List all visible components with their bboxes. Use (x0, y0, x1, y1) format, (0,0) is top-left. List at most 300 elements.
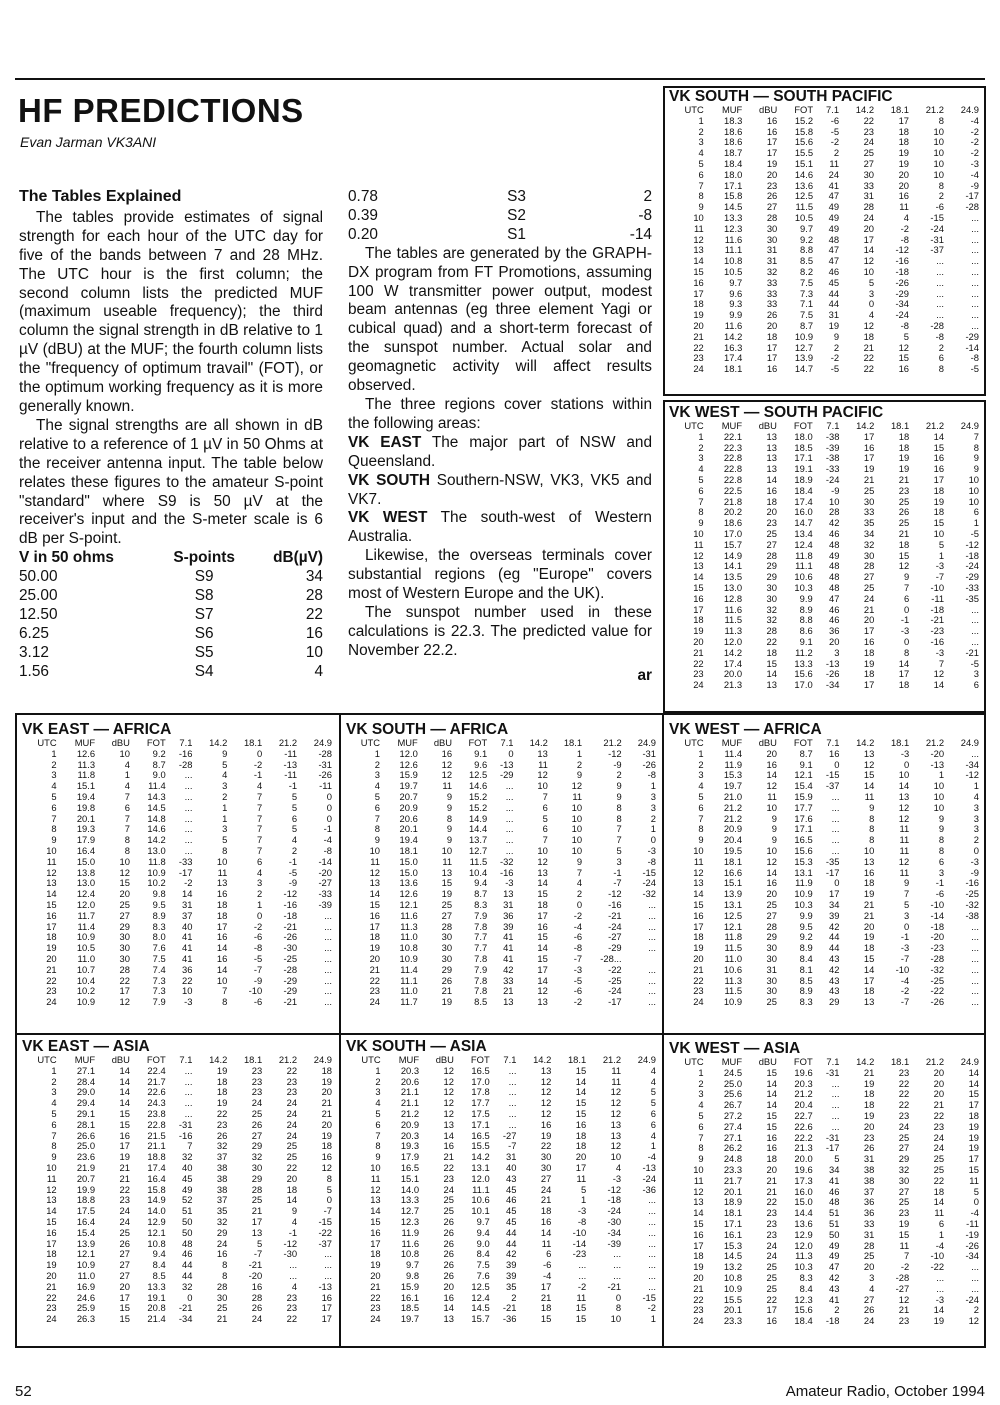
table-cell: 23.6 (76, 1151, 96, 1163)
table-cell: 15 (968, 1163, 979, 1175)
table-cell: 45 (506, 1205, 517, 1217)
table-cell: 12 (766, 855, 777, 867)
table-cell: 9.5 (152, 898, 166, 910)
column-header: 24.9 (960, 737, 979, 748)
table-cell: 7.8 (474, 985, 488, 997)
table-row (669, 278, 981, 289)
table-cell: 23 (766, 517, 777, 529)
table-cell: 14.6 (794, 168, 814, 180)
table-row (22, 749, 334, 760)
table-cell: 1 (51, 747, 57, 759)
table-cell: 8 (222, 1259, 228, 1271)
table-cell: 14 (863, 780, 875, 792)
table-cell: 23 (693, 668, 704, 680)
table-cell: 14 (863, 244, 875, 256)
table-cell: 4 (124, 758, 130, 770)
table-cell: 46 (506, 1194, 517, 1206)
table-cell: 14 (537, 877, 548, 889)
table-cell: ... (324, 909, 332, 921)
table-cell: 12 (610, 1140, 622, 1152)
table-cell: 14 (216, 942, 228, 954)
table-cell: 14.5 (147, 801, 166, 813)
table-cell: 24 (286, 1129, 298, 1141)
table-cell: 13 (766, 463, 777, 475)
table-cell: 21 (898, 527, 910, 539)
table-cell: 26 (766, 309, 778, 321)
spoint-volts: 0.39 (348, 206, 378, 224)
table-cell: ... (971, 1261, 979, 1273)
table-cell: 21 (46, 1280, 57, 1292)
table-row (669, 1068, 981, 1079)
table-cell: -4 (647, 1151, 656, 1163)
table-cell: 18 (968, 1109, 979, 1121)
table-cell: 33 (863, 179, 875, 191)
spoint-header-volts: V in 50 ohms (19, 549, 114, 567)
table-cell: -29 (499, 769, 514, 781)
table-cell: 11.3 (400, 920, 418, 932)
table-cell: 16 (443, 1140, 454, 1152)
table-cell: 8.4 (799, 1282, 813, 1294)
table-cell: ... (971, 963, 979, 975)
table-cell: -8 (647, 855, 656, 867)
table-cell: 16.4 (76, 1215, 96, 1227)
table-cell: 3 (650, 790, 656, 802)
table-cell: 10.6 (723, 963, 743, 975)
table-cell: 11.6 (400, 909, 418, 921)
table-cell: ... (936, 1271, 945, 1283)
table-cell: 5 (650, 1086, 656, 1098)
table-cell: 23 (898, 1315, 910, 1327)
table-cell: -24 (895, 309, 909, 321)
table-cell: 10.3 (794, 1261, 813, 1273)
table-cell: 10 (933, 527, 945, 539)
table-cell: 10.9 (794, 330, 814, 342)
table-cell: 1 (938, 769, 945, 781)
table-cell: 48 (829, 560, 840, 572)
table-cell: 9 (576, 855, 583, 867)
table-row (22, 1174, 334, 1185)
table-cell: 11.5 (724, 942, 743, 954)
table-cell: 2 (257, 888, 263, 900)
table-cell: 8 (616, 812, 622, 824)
table-cell: 15 (119, 1313, 130, 1325)
table-cell: 28 (119, 963, 130, 975)
table-cell: -2 (830, 136, 840, 148)
table-cell: 28 (829, 506, 840, 518)
table-cell: -2 (900, 222, 909, 234)
table-cell: ... (184, 844, 193, 856)
table-cell: 7 (698, 179, 704, 191)
table-cell: 9.7 (729, 276, 743, 288)
table-cell: 13 (610, 1118, 622, 1130)
table-cell: 4 (291, 1215, 298, 1227)
table-cell: 4 (698, 147, 704, 159)
table-cell: 11 (899, 1239, 910, 1251)
table-cell: 20 (863, 1120, 875, 1132)
table-cell: 28 (766, 211, 778, 223)
table-cell: 11.1 (724, 244, 743, 256)
table-cell: 6 (51, 1118, 57, 1130)
column-header: UTC (684, 420, 704, 431)
table-cell: 18 (321, 1140, 332, 1152)
table-cell: 11 (572, 790, 583, 802)
table-cell: 10 (537, 780, 548, 792)
table-cell: 4 (698, 463, 704, 475)
table-cell: 25 (863, 147, 875, 159)
table-cell: 12 (610, 1086, 622, 1098)
table-cell: 15.6 (794, 668, 813, 680)
table-cell: 19 (898, 1217, 910, 1229)
author-byline: Evan Jarman VK3ANI (20, 134, 157, 150)
table-cell: ... (184, 1086, 193, 1098)
table-cell: -37 (930, 244, 944, 256)
column-header: dBU (111, 737, 130, 748)
table-cell: 17 (370, 1237, 381, 1249)
table-cell: -22 (930, 1261, 945, 1273)
table-cell: 35 (216, 1205, 228, 1217)
table-cell: 27 (863, 1293, 875, 1305)
table-cell: 13 (766, 679, 777, 691)
table-cell: 9.1 (474, 747, 488, 759)
table-cell: 12.7 (400, 1205, 420, 1217)
table-cell: -31 (825, 1131, 840, 1143)
table-cell: 7 (542, 834, 548, 846)
table-cell: 20.9 (399, 801, 418, 813)
table-cell: ... (324, 952, 332, 964)
table-cell: 15 (537, 888, 548, 900)
table-cell: -20 (930, 747, 945, 759)
table-cell: ... (648, 1226, 656, 1238)
table-cell: 5 (973, 1185, 979, 1197)
table-cell: 16 (766, 1131, 777, 1143)
table-cell: 16 (46, 909, 57, 921)
table-cell: 20 (863, 222, 875, 234)
table-cell: 7 (904, 581, 910, 593)
table-cell: 16 (370, 1226, 381, 1238)
table-cell: 7 (576, 866, 583, 878)
table-row (669, 824, 981, 835)
table-cell: -5 (253, 952, 263, 964)
prediction-table (669, 105, 981, 375)
table-cell: 39 (829, 909, 840, 921)
table-cell: 14.2 (724, 330, 743, 342)
table-cell: -18 (895, 265, 909, 277)
table-cell: 18 (863, 942, 875, 954)
table-cell: 16.4 (147, 1172, 166, 1184)
top-rule (15, 78, 985, 80)
table-cell: 10.3 (794, 898, 813, 910)
table-cell: -16 (283, 898, 298, 910)
table-cell: 0 (973, 1196, 979, 1208)
table-cell: ... (184, 801, 193, 813)
table-row (346, 1314, 658, 1325)
table-cell: 33 (863, 506, 875, 518)
table-cell: -24 (608, 985, 622, 997)
table-cell: 14 (119, 1097, 130, 1109)
table-cell: -27 (502, 1129, 517, 1141)
table-cell: -18 (607, 1194, 622, 1206)
table-cell: 9 (576, 769, 583, 781)
table-cell: 28 (863, 201, 875, 213)
table-cell: -29 (283, 974, 298, 986)
table-cell: 25 (251, 1194, 263, 1206)
table-cell: 11.1 (400, 974, 418, 986)
table-cell: 13 (443, 1118, 454, 1130)
table-cell: ... (648, 909, 656, 921)
table-cell: -15 (642, 1291, 656, 1303)
table-cell: 22 (693, 1293, 704, 1305)
table-cell: 24 (933, 1142, 945, 1154)
table-cell: 14 (369, 888, 381, 900)
column-header: 7.1 (826, 420, 840, 431)
table-cell: 18.4 (794, 484, 813, 496)
table-cell: 16 (443, 1291, 454, 1303)
table-cell: 28 (863, 1239, 875, 1251)
table-cell: 30 (540, 1151, 552, 1163)
column-header: MUF (397, 737, 418, 748)
table-cell: -7 (253, 963, 263, 975)
table-cell: 4 (615, 1161, 622, 1173)
table-cell: 15 (898, 549, 910, 561)
table-row (669, 1230, 981, 1241)
table-cell: -2 (253, 758, 263, 770)
spoint-row (19, 568, 323, 587)
spoint-s: S5 (194, 643, 214, 661)
table-row (669, 551, 981, 562)
table-cell: 26 (251, 1118, 263, 1130)
table-cell: ... (831, 812, 840, 824)
table-cell: 42 (829, 963, 840, 975)
table-cell: -16 (965, 877, 979, 889)
table-cell: 14 (575, 1086, 587, 1098)
table-cell: -5 (288, 866, 298, 878)
table-cell: 18.4 (794, 1315, 813, 1327)
table-row (669, 321, 981, 332)
table-cell: 14.4 (794, 1207, 813, 1219)
table-cell: ... (971, 319, 979, 331)
table-title: VK SOUTH — ASIA (346, 1038, 487, 1055)
table-cell: -12 (965, 538, 979, 550)
table-cell: 17 (766, 136, 778, 148)
table-cell: 25 (443, 1205, 454, 1217)
table-cell: 7.9 (152, 996, 166, 1008)
table-cell: -34 (178, 1313, 193, 1325)
spoint-table-continued (348, 188, 652, 245)
table-cell: 42 (829, 1271, 840, 1283)
table-cell: 15.6 (794, 136, 814, 148)
table-cell: -4 (970, 1207, 979, 1219)
table-cell: -12 (965, 769, 979, 781)
table-cell: 17 (766, 1304, 777, 1316)
table-cell: ... (184, 769, 193, 781)
table-cell: 19 (863, 888, 875, 900)
table-cell: 19.1 (147, 1291, 166, 1303)
table-cell: 49 (828, 211, 840, 223)
table-cell: 13.3 (724, 211, 743, 223)
table-cell: 15 (537, 931, 548, 943)
table-cell: 9.2 (800, 233, 814, 245)
table-cell: 1 (698, 114, 704, 126)
table-cell: 24 (863, 592, 875, 604)
table-cell: 18.3 (724, 114, 743, 126)
table-cell: 17 (863, 625, 875, 637)
table-cell: 6 (51, 801, 57, 813)
column-header: dBU (758, 1056, 777, 1067)
table-cell: 37 (216, 1151, 228, 1163)
spoint-row (348, 226, 652, 245)
table-cell: 19.7 (399, 780, 418, 792)
table-cell: 12.1 (399, 898, 418, 910)
table-cell: 17 (766, 352, 778, 364)
table-cell: -1 (253, 769, 263, 781)
table-cell: 18 (898, 136, 909, 148)
table-cell: 26 (863, 1304, 875, 1316)
table-row (669, 997, 981, 1008)
table-cell: 7.5 (476, 1259, 490, 1271)
table-cell: -22 (930, 985, 945, 997)
table-cell: 23 (286, 1075, 298, 1087)
table-cell: -23 (930, 942, 945, 954)
table-cell: 31 (766, 244, 778, 256)
table-row (346, 911, 658, 922)
table-cell: 15.6 (794, 844, 813, 856)
table-cell: 3 (51, 769, 57, 781)
table-cell: 8 (124, 844, 130, 856)
table-cell: 0 (650, 834, 656, 846)
table-cell: 24.8 (723, 1153, 743, 1165)
table-cell: 13 (537, 747, 548, 759)
table-row (669, 267, 981, 278)
table-title: VK EAST — AFRICA (22, 721, 172, 738)
table-cell: 11.7 (77, 909, 96, 921)
table-cell: 16 (863, 635, 875, 647)
table-cell: 11 (576, 1291, 587, 1303)
table-cell: -1 (288, 780, 298, 792)
table-cell: 24 (369, 996, 381, 1008)
sign-off: ar (637, 666, 652, 684)
table-cell: -7 (900, 996, 910, 1008)
column-header: 21.2 (925, 737, 945, 748)
table-cell: -35 (965, 592, 979, 604)
table-cell: 5 (698, 1109, 704, 1121)
table-cell: 28 (251, 1291, 263, 1303)
table-cell: 20.1 (723, 1185, 743, 1197)
table-cell: 13 (503, 888, 514, 900)
table-cell: 27 (119, 1248, 130, 1260)
table-cell: 14.7 (794, 517, 813, 529)
table-cell: -16 (608, 898, 622, 910)
spoint-s: S7 (194, 605, 214, 623)
table-cell: 8.1 (799, 963, 813, 975)
table-cell: 13.1 (723, 898, 743, 910)
column-header: 18.1 (563, 737, 583, 748)
table-cell: -14 (965, 341, 979, 353)
column-header: MUF (74, 737, 96, 748)
table-cell: 13.5 (723, 571, 743, 583)
table-cell: 13.2 (723, 1261, 743, 1273)
table-cell: -39 (607, 1237, 622, 1249)
table-row (22, 1217, 334, 1228)
table-row (22, 965, 334, 976)
table-cell: 18 (898, 441, 910, 453)
table-cell: 2 (833, 147, 840, 159)
table-cell: 26 (441, 974, 453, 986)
table-vk-west-asia (669, 1040, 981, 1327)
table-cell: 19 (321, 1075, 332, 1087)
table-cell: 11.3 (77, 758, 96, 770)
table-cell: 5 (375, 1107, 381, 1119)
table-cell: 15 (693, 581, 704, 593)
table-cell: 19 (369, 942, 381, 954)
table-cell: 48 (829, 538, 840, 550)
region-name: VK WEST (348, 509, 428, 527)
table-cell: -21 (178, 1302, 193, 1314)
table-cell: 8 (698, 1142, 704, 1154)
table-cell: 21.3 (723, 679, 743, 691)
table-cell: 20 (863, 614, 875, 626)
table-cell: ... (971, 276, 979, 288)
table-cell: ... (971, 1271, 979, 1283)
table-cell: 12 (693, 1185, 704, 1197)
table-cell: 8.8 (800, 244, 814, 256)
table-cell: 21.0 (723, 790, 743, 802)
table-cell: 18 (369, 931, 381, 943)
table-cell: -1 (613, 866, 622, 878)
table-cell: 29 (119, 920, 130, 932)
table-row (669, 835, 981, 846)
table-cell: 22.5 (723, 484, 743, 496)
table-cell: ... (508, 1097, 517, 1109)
table-cell: 23 (693, 985, 704, 997)
table-cell: 26 (443, 1269, 454, 1281)
spoint-row (19, 644, 323, 663)
table-cell: 5 (698, 157, 704, 169)
table-cell: ... (648, 1248, 656, 1260)
table-cell: -2 (970, 147, 979, 159)
table-cell: 38 (216, 1161, 228, 1173)
table-cell: 11.1 (472, 1183, 490, 1195)
table-row (346, 868, 658, 879)
table-cell: 15 (933, 441, 945, 453)
column-header: 21.2 (278, 737, 298, 748)
table-cell: ... (648, 963, 656, 975)
table-cell: 23 (898, 1066, 910, 1078)
table-cell: 24 (216, 1237, 228, 1249)
column-header: 18.1 (890, 1056, 910, 1067)
table-cell: 8.5 (799, 974, 813, 986)
table-cell: 17.1 (794, 823, 813, 835)
table-cell: ... (936, 298, 944, 310)
table-cell: 18 (933, 1185, 945, 1197)
table-cell: 15 (441, 877, 453, 889)
table-cell: 16.0 (794, 506, 813, 518)
table-cell: 26 (443, 1237, 454, 1249)
table-cell: 6 (938, 855, 945, 867)
table-cell: -7 (253, 1248, 263, 1260)
table-cell: -38 (965, 909, 979, 921)
spoint-db: 10 (305, 643, 323, 661)
table-cell: 24 (898, 1120, 910, 1132)
table-cell: 10 (933, 168, 944, 180)
table-cell: -37 (825, 780, 840, 792)
table-cell: 21 (540, 1291, 552, 1303)
table-cell: 30 (441, 952, 453, 964)
table-cell: 18 (46, 931, 57, 943)
table-cell: 22.8 (723, 473, 743, 485)
table-cell: 41 (182, 942, 193, 954)
table-cell: 14 (863, 963, 875, 975)
prediction-table (22, 738, 334, 1008)
